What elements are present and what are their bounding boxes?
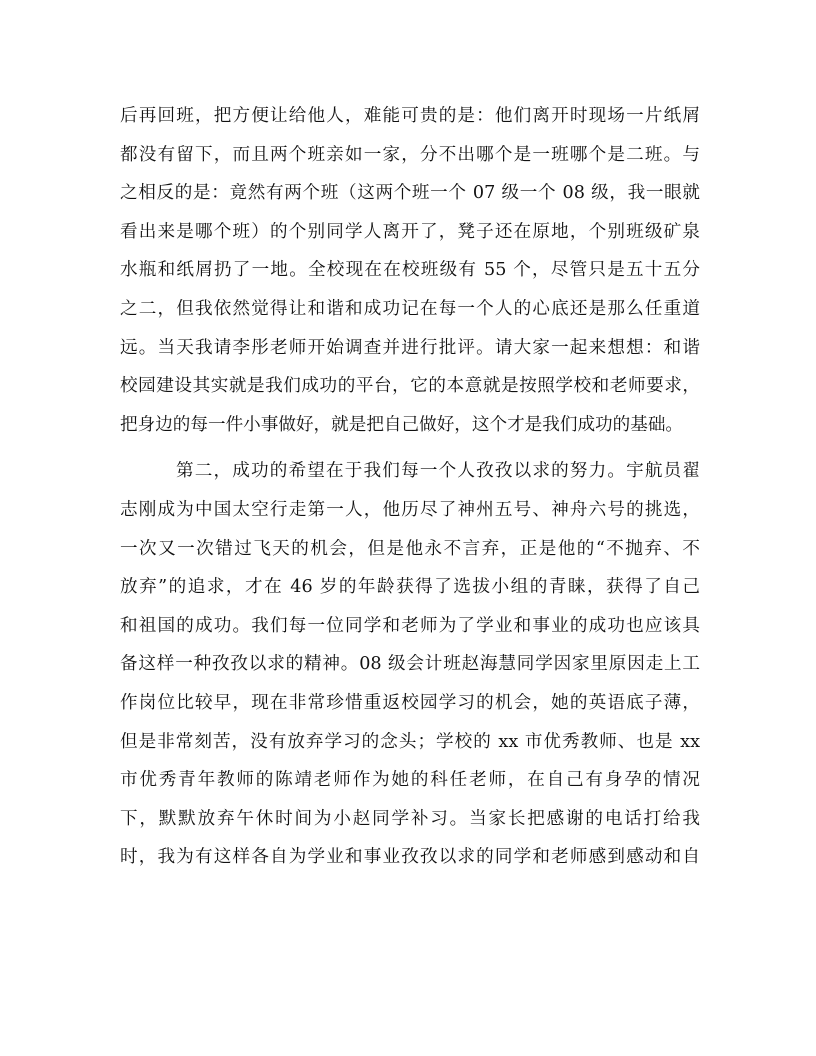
- paragraph-1-line: 远。当天我请李彤老师开始调查并进行批评。请大家一起来想想：和谐: [120, 337, 700, 358]
- paragraph-2-line: 第二，成功的希望在于我们每一个人孜孜以求的努力。宇航员翟: [176, 461, 700, 482]
- paragraph-2-line: 备这样一种孜孜以求的精神。08 级会计班赵海慧同学因家里原因走上工: [120, 654, 700, 675]
- paragraph-1-line: 把身边的每一件小事做好，就是把自己做好，这个才是我们成功的基础。: [120, 414, 684, 435]
- paragraph-2-line: 一次又一次错过飞天的机会，但是他永不言弃，正是他的“不抛弃、不: [120, 538, 700, 559]
- document-body: [120, 97, 700, 877]
- paragraph-1-line: 都没有留下，而且两个班亲如一家，分不出哪个是一班哪个是二班。与: [120, 144, 700, 165]
- paragraph-2-line: 市优秀青年教师的陈靖老师作为她的科任老师，在自己有身孕的情况: [120, 770, 700, 791]
- paragraph-2-line: 时，我为有这样各自为学业和事业孜孜以求的同学和老师感到感动和自: [120, 847, 700, 868]
- paragraph-1: [120, 97, 700, 444]
- paragraph-2-line: 志刚成为中国太空行走第一人，他历尽了神州五号、神舟六号的挑选，: [120, 499, 700, 520]
- paragraph-2-line: 下，默默放弃午休时间为小赵同学补习。当家长把感谢的电话打给我: [120, 808, 700, 829]
- paragraph-1-line: 水瓶和纸屑扔了一地。全校现在在校班级有 55 个，尽管只是五十五分: [120, 260, 700, 281]
- paragraph-1-line: 看出来是哪个班）的个别同学人离开了，凳子还在原地，个别班级矿泉: [120, 221, 700, 242]
- paragraph-2: [120, 452, 700, 877]
- paragraph-2-line: 放弃”的追求，才在 46 岁的年龄获得了选拔小组的青睐，获得了自己: [120, 577, 700, 598]
- paragraph-1-line: 后再回班，把方便让给他人，难能可贵的是：他们离开时现场一片纸屑: [120, 106, 700, 126]
- paragraph-2-line: 作岗位比较早，现在非常珍惜重返校园学习的机会，她的英语底子薄，: [120, 692, 700, 713]
- paragraph-2-line: 但是非常刻苦，没有放弃学习的念头；学校的 xx 市优秀教师、也是 xx: [120, 731, 700, 752]
- paragraph-1-line: 校园建设其实就是我们成功的平台，它的本意就是按照学校和老师要求，: [120, 376, 700, 397]
- paragraph-1-line: 之相反的是：竟然有两个班（这两个班一个 07 级一个 08 级，我一眼就: [120, 183, 700, 204]
- paragraph-gap: [120, 444, 700, 452]
- paragraph-1-line: 之二，但我依然觉得让和谐和成功记在每一个人的心底还是那么任重道: [120, 298, 700, 319]
- paragraph-2-line: 和祖国的成功。我们每一位同学和老师为了学业和事业的成功也应该具: [120, 615, 700, 636]
